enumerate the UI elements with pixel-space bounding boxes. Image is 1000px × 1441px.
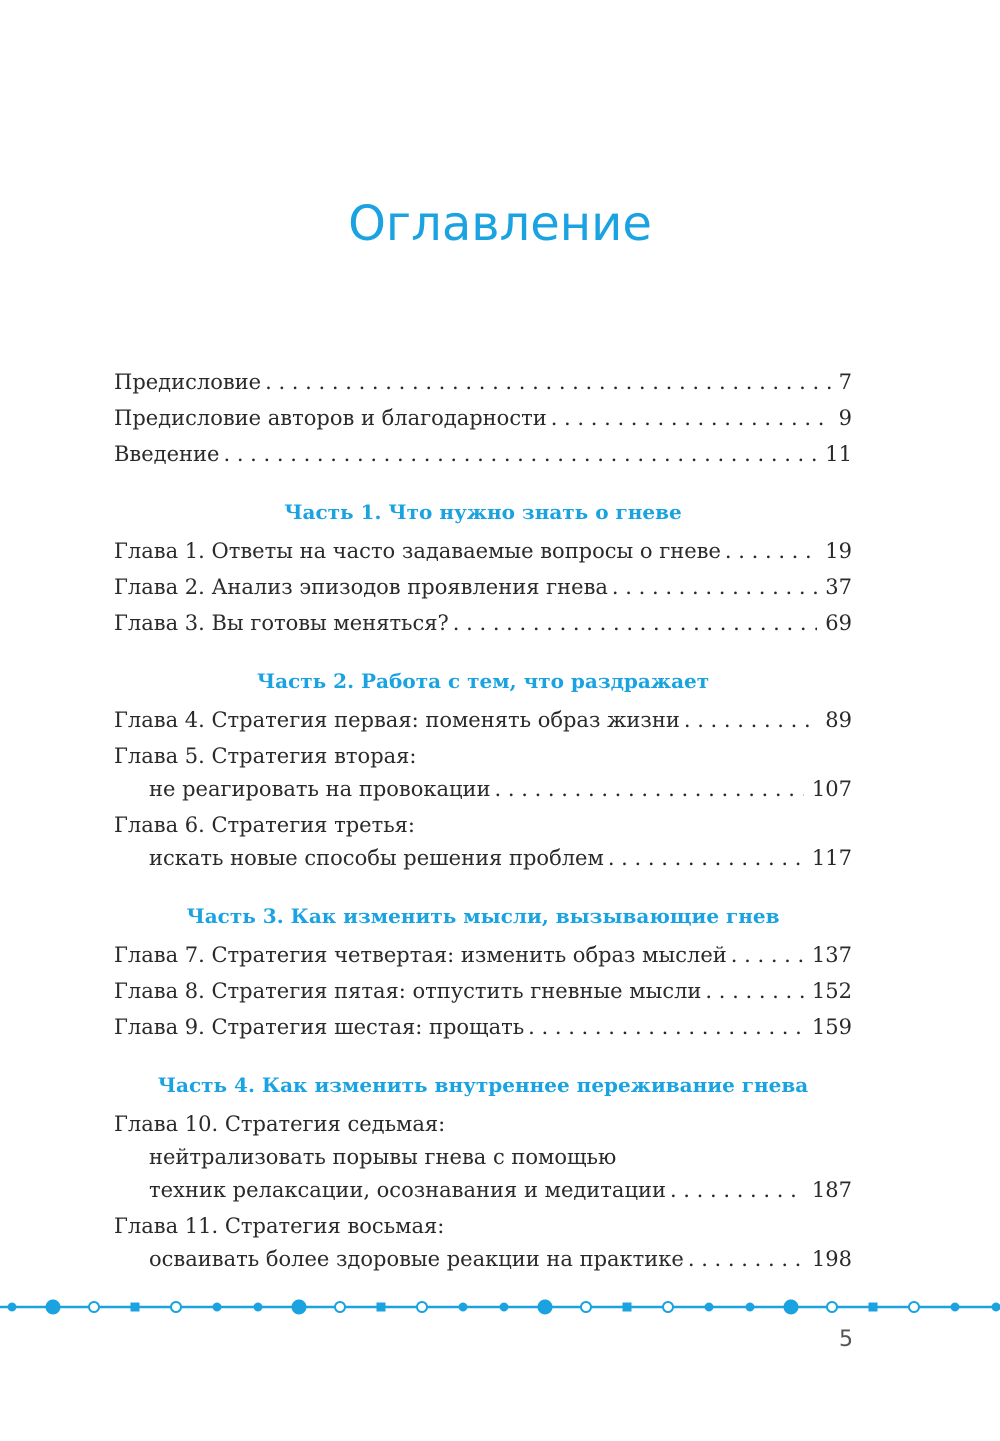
bead-hollow: [417, 1302, 427, 1312]
bead-big: [292, 1300, 306, 1314]
bead-sq: [377, 1303, 385, 1311]
entry-page: 7: [838, 370, 852, 394]
part-heading[interactable]: Часть 2. Работа с тем, что раздражает: [256, 669, 710, 693]
entry-label: техник релаксации, осознавания и медитации: [149, 1178, 666, 1202]
toc-entry[interactable]: [114, 438, 852, 471]
toc-chapter[interactable]: [114, 607, 852, 640]
part-heading[interactable]: Часть 4. Как изменить внутреннее переживание гнева: [157, 1073, 809, 1097]
entry-page: 117: [811, 846, 852, 870]
bead-big: [46, 1300, 60, 1314]
page-title: Оглавление: [348, 196, 652, 252]
dot-leader: [528, 1011, 804, 1044]
part-heading[interactable]: Часть 3. Как изменить мысли, вызывающие гнев: [186, 904, 780, 928]
entry-label: искать новые способы решения проблем: [149, 846, 604, 870]
dot-leader: [705, 975, 803, 1008]
chapter-heading-line: Глава 5. Стратегия вторая:: [114, 744, 417, 768]
toc-chapter[interactable]: [114, 571, 852, 604]
bead-dot: [992, 1303, 1000, 1311]
entry-page: 152: [811, 979, 852, 1003]
bead-dot: [746, 1303, 754, 1311]
bead-dot: [254, 1303, 262, 1311]
dot-leader: [453, 607, 818, 640]
bead-hollow: [827, 1302, 837, 1312]
bead-big: [784, 1300, 798, 1314]
toc-chapter[interactable]: [114, 975, 852, 1008]
page-number: 5: [839, 1327, 853, 1352]
entry-label: Глава 2. Анализ эпизодов проявления гнева: [114, 575, 608, 599]
bead-hollow: [909, 1302, 919, 1312]
bead-big: [538, 1300, 552, 1314]
chapter-heading-line: нейтрализовать порывы гнева с помощью: [149, 1145, 617, 1169]
dot-leader: [608, 842, 804, 875]
entry-label: Глава 8. Стратегия пятая: отпустить гневные мысли: [114, 979, 702, 1003]
dot-leader: [684, 704, 817, 737]
chapter-heading-line: Глава 10. Стратегия седьмая:: [114, 1112, 446, 1136]
entry-page: 198: [811, 1247, 852, 1271]
entry-label: Глава 3. Вы готовы меняться?: [114, 611, 449, 635]
bead-sq: [131, 1303, 139, 1311]
bead-sq: [869, 1303, 877, 1311]
dot-leader: [495, 773, 804, 806]
entry-label: Глава 7. Стратегия четвертая: изменить образ мыслей: [114, 943, 727, 967]
dot-leader: [731, 939, 804, 972]
bead-dot: [500, 1303, 508, 1311]
bead-sq: [623, 1303, 631, 1311]
entry-page: 187: [811, 1178, 852, 1202]
entry-page: 159: [811, 1015, 852, 1039]
entry-page: 19: [825, 539, 852, 563]
entry-label: Предисловие авторов и благодарности: [114, 406, 547, 430]
entry-page: 11: [825, 442, 852, 466]
entry-page: 69: [825, 611, 852, 635]
bead-hollow: [335, 1302, 345, 1312]
bead-dot: [705, 1303, 713, 1311]
entry-label: Введение: [114, 442, 220, 466]
chapter-heading-line: Глава 6. Стратегия третья:: [114, 813, 415, 837]
entry-label: Предисловие: [114, 370, 262, 394]
toc-chapter[interactable]: [114, 1210, 852, 1276]
bead-dot: [951, 1303, 959, 1311]
toc-chapter[interactable]: [114, 740, 852, 806]
bead-dot: [459, 1303, 467, 1311]
decorative-bead-line: [0, 1295, 1000, 1319]
dot-leader: [688, 1243, 804, 1276]
chapter-heading-line: Глава 11. Стратегия восьмая:: [114, 1214, 445, 1238]
entry-page: 89: [825, 708, 852, 732]
toc-entry[interactable]: [114, 402, 852, 435]
toc-chapter[interactable]: [114, 809, 852, 875]
entry-label: не реагировать на провокации: [149, 777, 491, 801]
bead-hollow: [581, 1302, 591, 1312]
part-heading[interactable]: Часть 1. Что нужно знать о гневе: [284, 500, 682, 524]
entry-label: осваивать более здоровые реакции на практике: [149, 1247, 684, 1271]
toc-chapter[interactable]: [114, 1108, 852, 1207]
bead-hollow: [171, 1302, 181, 1312]
entry-page: 107: [811, 777, 852, 801]
toc-chapter[interactable]: [114, 535, 852, 568]
dot-leader: [223, 438, 817, 471]
dot-leader: [265, 366, 831, 399]
dot-leader: [612, 571, 817, 604]
bead-dot: [8, 1303, 16, 1311]
toc-entry[interactable]: [114, 366, 852, 399]
entry-label: Глава 9. Стратегия шестая: прощать: [114, 1015, 525, 1039]
bead-dot: [213, 1303, 221, 1311]
entry-page: 37: [825, 575, 852, 599]
toc-chapter[interactable]: [114, 939, 852, 972]
entry-label: Глава 4. Стратегия первая: поменять образ жизни: [114, 708, 680, 732]
table-of-contents: [114, 366, 852, 1279]
entry-page: 137: [811, 943, 852, 967]
dot-leader: [670, 1174, 804, 1207]
bead-hollow: [663, 1302, 673, 1312]
toc-chapter[interactable]: [114, 1011, 852, 1044]
bead-hollow: [89, 1302, 99, 1312]
entry-page: 9: [838, 406, 852, 430]
intro-section: [114, 366, 852, 471]
dot-leader: [725, 535, 817, 568]
dot-leader: [551, 402, 831, 435]
toc-chapter[interactable]: [114, 704, 852, 737]
entry-label: Глава 1. Ответы на часто задаваемые вопросы о гневе: [114, 539, 721, 563]
